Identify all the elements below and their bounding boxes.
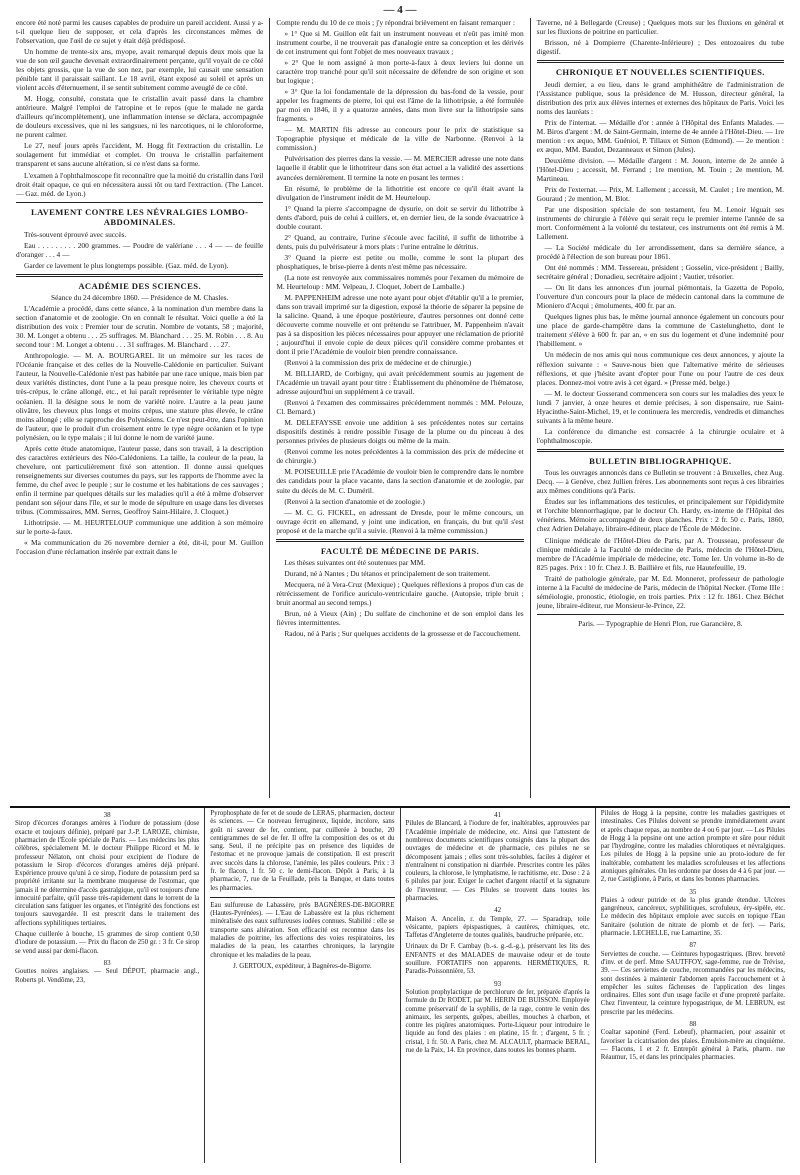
ad-text: Chaque cuillerée à bouche, 15 grammes de sirop contient 0,50 d'iodure de potassium. — Prix du flacon de 250 gr. : 3 fr. Ce sirop se vend aussi par demi-flacon. [15, 931, 200, 955]
divider [537, 60, 784, 63]
paragraph: Lithotripsie. — M. HEURTELOUP communique une addition à son mémoire sur le porte-à-faux. [16, 517, 264, 536]
paragraph: — On lit dans les annonces d'un journal piémontais, la Gazetta de Popolo, l'ouverture d'un concours pour la place de médecin cantonal dans la commune de Mioniero d'Acqui ; émoluments, 400 fr. par an. [536, 283, 784, 311]
paragraph: 3° Quand la pierre est petite ou molle, comme le sont la plupart des phosphatiques, le brise-pierre à dents n'est même pas nécessaire. [276, 252, 524, 271]
paragraph: Deuxième division. — Médaille d'argent : M. Jouon, interne de 2e année à l'Hôtel-Dieu ; accessit, M. Ferrand ; 1re mention, M. Touin ; 2e mention, M. Martineau. [536, 155, 784, 183]
paragraph: 1° Quand la pierre s'accompagne de dysurie, on doit se servir du lithotribe à dents d'abord, puis de celui à cuillers, et, en dernier lieu, de la sonde évacuatrice à double courant. [276, 203, 524, 231]
paragraph: Mecquera, né à Vera-Cruz (Mexique) ; Quelques réflexions à propos d'un cas de rétrécissement de l'orifice auriculo-ventriculaire gauche. (Autopsie, triple bruit ; bruit anormal au second temps.) [276, 580, 524, 608]
section-heading: CHRONIQUE ET NOUVELLES SCIENTIFIQUES. [555, 67, 765, 78]
advertisements [10, 806, 790, 1163]
paragraph: » 3° Que la loi fondamentale de la dépression du bas-fond de la vessie, pour appeler les fragments de pierre, loi qui est l'âme de la lithotripsie, a été formulée par moi en 1846, il y a quatorze années, dans mon livre sur la lithotripsie sans fragments. » [276, 87, 524, 124]
ad-number: 41 [494, 811, 502, 819]
middle-column [269, 18, 529, 798]
divider [210, 897, 394, 898]
paragraph: En résumé, le problème de la lithotritie est encore ce qu'il était avant la divulgation de l'instrument inédit de M. Heurteloup. [276, 183, 524, 202]
paragraph: Études sur les inflammations des testicules, et principalement sur l'épididymite et l'orchite blennorrhagique, par le docteur Ch. Hardy, ex-interne de l'Hôpital des vénériens. Mémoire accompagné de deux planches. Prix : 2 fr. 50 c. Paris, 1860, chez Adrien Delahaye, libraire-éditeur, place de l'École de Médecine. [536, 497, 784, 534]
ad-coaltar: Coaltar saponiné (Ferd. Lebeuf), pharmacien, pour assainir et favoriser la cicatrisation des plaies. Émulsion-mère au cinquième. — Flacons, 1 et 2 fr. Entrepôt général à Paris, pharm. rue Réaumur, 15, et dans les principales pharmacies. [600, 1029, 785, 1062]
section-heading: FACULTÉ DE MÉDECINE DE PARIS. [320, 545, 480, 556]
paragraph: encore été noté parmi les causes capables de produire un pareil accident. Aussi y a-t-il quelque lieu de supposer, et cela d'après les circonstances mêmes de l'observation, que l'œil de ce sujet y était déjà prédisposé. [16, 18, 264, 46]
paragraph: Brun, né à Vieux (Ain) ; Du sulfate de cinchonine et de son emploi dans les fièvres intermittentes. [276, 609, 524, 628]
paragraph: (Renvoi à la commission des prix de médecine et de chirurgie.) [284, 358, 472, 368]
paragraph: L'examen à l'ophthalmoscope fit reconnaître que la moitié du cristallin dans l'œil droit était opaque, ce qui en nécessitera aussi tôt ou tard l'extraction. (The Lancet. — Gaz. méd. de Lyon.) [16, 170, 264, 198]
ad-pyrophosphate: Pyrophosphate de fer et de soude de LERAS, pharmacien, docteur ès sciences. — Ce nouveau ferrugineux, liquide, incolore, sans goût ni saveur de fer, contient, par cuillerée à bouche, 20 centigrammes de sel de fer. Il offre la composition des os et du sang. Seul, il ne précipite pas en présence des liquides de l'estomac et ne provoque jamais de constipation. Il est prescrit avec succès dans la chlorose, l'anémie, les pâles couleurs. Prix : 3 fr. le flacon, 1 fr. 50 c. le demi-flacon. Dépôt à Paris, à la pharmacie, 7, rue de la Feuillade, près la Banque, et dans toutes les pharmacies. [210, 810, 395, 892]
ad-number: 87 [689, 941, 697, 950]
ad-labassere: Eau sulfureuse de Labassère, près BAGNÈRES-DE-BIGORRE (Hautes-Pyrénées). — L'Eau de Labassère est la plus richement minéralisée des eaux sulfureuses iodées connues. Stabilité : elle se transporte sans altération. Son efficacité est reconnue dans les maladies de poitrine, les affections des voies respiratoires, les maladies de la peau, les catarrhes chroniques, la laryngite chronique et les maladies de la peau. [210, 901, 395, 959]
paragraph: M. BILLIARD, de Corbigny, qui avait précédemment soumis au jugement de l'Académie un travail ayant pour titre : Établissement du phénomène de l'hématose, adresse aujourd'hui un supplément à ce travail. [276, 369, 524, 397]
paragraph: Jeudi dernier, a eu lieu, dans le grand amphithéâtre de l'administration de l'Assistance publique, sous la présidence de M. Husson, directeur général, la distribution des prix aux élèves internes et externes des hôpitaux de Paris. Voici les noms des lauréats : [536, 79, 784, 116]
paragraph: Pulvérisation des pierres dans la vessie. — M. MERCIER adresse une note dans laquelle il établit que le lithotriteur dans son état actuel a la validité des assertions avancées dernièrement. Il termine la note en posant les termes : [276, 154, 524, 182]
right-column [530, 18, 790, 798]
paragraph: M. DELEFAYSSE envoie une addition à ses précédentes notes sur certains dispositifs destinés à rendre possible l'usage de la plume ou du pinceau à des personnes privées de plusieurs doigts ou même de la main. [276, 418, 524, 446]
paragraph: Très-souvent éprouvé avec succès. [24, 229, 127, 239]
ad-serviettes: Serviettes de couche. — Ceintures hypogastriques. (Brev. breveté d'inv. et de perf. Mme SAUTFFOY, sage-femme, rue de Trévise, 39. — Ces serviettes de couche, recommandées par les médecins, sont destinées à maintenir l'abdomen après l'accouchement et à empêcher les suites fâcheuses de l'application des linges ordinaires. Elles sont d'un usage facile et d'une propreté parfaite. Chez l'inventeur, la ceinture hypogastrique, de M. LEBRUN, est prescrite par les médecins. [600, 950, 785, 1016]
divider [276, 539, 523, 542]
divider [16, 274, 263, 277]
paragraph: « Ma communication du 26 novembre dernier a été, dit-il, pour M. Guillon l'occasion d'une réclamation insérée par extrait dans le [16, 537, 264, 557]
paragraph: M. Hogg, consulté, constata que le cristallin avait passé dans la chambre antérieure. Malgré l'emploi de l'atropine et le repos (que le malade ne garda d'ailleurs qu'incomplètement), une inflammation intense se déclara, accompagnée de douleurs excessives, que ni les sangsues, ni les narcotiques, ni le chloroforme, ne purent calmer. [16, 94, 264, 140]
paragraph: Anthropologie. — M. A. BOURGAREL lit un mémoire sur les races de l'Océanie française et des celles de la Nouvelle-Calédonie en particulier. Suivant l'auteur, la Nouvelle-Calédonie n'est pas habitée par une race unique, mais bien par deux variétés distinctes, dont l'une a la peau presque noire, les cheveux courts et très-crépus, le crâne allongé, etc., et lui paraît représenter le véritable type nègre océanien. Il la désigne sous le nom de variété noire. L'autre a la peau jaune olivâtre, les cheveux plus longs et moins crépus, une stature plus élevée, le crâne moins allongé ; elle se rapproche des Polynésiens. Ce n'est peut-être, dans l'opinion de l'auteur, que le produit d'un croisement entre le type nègre océanien et le type polynésien, ou le type malais ; il lui donne le nom de variété jaune. [16, 351, 264, 442]
paragraph: (La note est renvoyée aux commissaires nommés pour l'examen du mémoire de M. Heurteloup : MM. Velpeau, J. Cloquet, Jobert de Lamballe.) [276, 272, 524, 291]
paragraph: » 2° Que le nom assigné à mon porte-à-faux à deux leviers lui donne un caractère trop tranché pour qu'il soit nécessaire de défendre de son origine et son but logique ; [276, 58, 524, 86]
paragraph: Prix de l'internat. — Médaille d'or : année à l'Hôpital des Enfants Malades. — M. Biros d'argent : M. de Saint-Germain, interne de 4e année à l'Hôtel-Dieu. — 1re mention : ex æquo, MM. Guénioi, P. Tillaux et Simon (Edmond). — 2e mention : ex æquo, MM. Baudot, Dezanneaux et Simon (Jules). [536, 117, 784, 154]
paragraph: Les thèses suivantes ont été soutenues par MM. [284, 558, 426, 568]
divider [16, 202, 263, 203]
paragraph: — M. MARTIN fils adresse au concours pour le prix de statistique sa Topographie physique et médicale de la ville de Narbonne. (Renvoi à la commission.) [276, 125, 524, 153]
ad-urinaux: Urinaux du Dr F. Cambay (b.-s. g.-d.-g.), préservant les lits des ENFANTS et des MALADES de mauvaise odeur et de toute souillure. FORTATIFS non apparents. HERMÉTIQUES, R. Paradis-Poissonnière, 53. [405, 943, 590, 976]
paragraph: Radou, né à Paris ; Sur quelques accidents de la grossesse et de l'accouchement. [284, 629, 521, 639]
page-number: — 4 — [383, 4, 417, 16]
paragraph: Compte rendu du 10 de ce mois ; j'y répondrai brièvement en faisant remarquer : [276, 18, 515, 27]
paragraph: — M. C. G. FICKEL, en adressant de Dresde, pour le même concours, un ouvrage écrit en allemand, y joint une indication, en français, du but qu'il s'est proposé et de la marche qu'il a suivie. (Renvoi à la même commission.) [276, 507, 524, 535]
divider [537, 614, 784, 615]
printer-line: Paris. — Typographie de Henri Plon, rue Garancière, 8. [578, 618, 743, 628]
ad-number: 83 [103, 958, 111, 967]
paragraph: M. PAPPENHEIM adresse une note ayant pour objet d'établir qu'il a le premier, dans son travail imprimé sur la digestion, exposé la théorie de séparer la pepsine de la salicine. Quand, à une époque postérieure, d'autres personnes ont donné cette découverte comme nouvelle et ont prétendu se l'attribuer, M. Pappenheim n'avait pas à sa disposition les pièces nécessaires pour appuyer une réclamation de priorité ; aujourd'hui il envoie copie de deux pièces qu'il considère comme probantes et dont il prie l'Académie de vouloir bien prendre connaissance. [276, 292, 524, 357]
paragraph: Durand, né à Nantes ; Du tétanos et principalement de son traitement. [284, 569, 491, 579]
paragraph: M. POISEUILLE prie l'Académie de vouloir bien le comprendre dans le nombre des candidats pour la place vacante, dans la section d'anatomie et de zoologie, par suite du décès de M. C. Duméril. [276, 467, 524, 495]
section-heading: BULLETIN BIBLIOGRAPHIQUE. [589, 455, 732, 466]
paragraph: Un homme de trente-six ans, myope, avait remarqué depuis deux mois que la vue de son œil gauche devenait extraordinairement perçante, qu'il voyait de ce côté les objets grossis, que la vue de son nez, par exemple, lui causait une sensation pénible tant il paraissait saillant. Le 18 avril, étant exposé au soleil et après un violent accès d'éternuement, il se sentit subitement comme aveuglé de ce côté. [16, 47, 264, 93]
paragraph: Brisson, né à Dompierre (Charente-Inférieure) ; Des entozoaires du tube digestif. [536, 38, 784, 57]
ad-column-4 [595, 808, 790, 1163]
ad-plaies: Plaies à odeur putride et de la plus grande étendue. Ulcères gangréneux, cancéreux, syphilitiques, scrofuleux, éry-sipèle, etc. Le médecin des hôpitaux emploie avec succès en topique l'Eau Sanitaire (solution de nitrate de plomb et de fer). — Paris, pharmacie. LECHELLE, rue Lamartine, 35. [600, 896, 785, 938]
paragraph: (Renvoi comme les notes précédentes à la commission des prix de médecine et de chirurgie.) [276, 447, 524, 466]
ad-laroze-sirop: Sirop d'écorces d'oranges amères à l'iodure de potassium (dose exacte et toujours définie), préparé par J.-P. LAROZE, chimiste, pharmacien de l'École spéciale de Paris. — Les médecins les plus célèbres, spécialement M. le docteur Philippe Ricord et M. le professeur Nélaton, ont choisi pour excipient de l'iodure de potassium le Sirop d'écorces d'oranges amères déjà préparé. Expérience prouve qu'uni à ce sirop, l'iodure de potassium perd sa propriété irritante sur la membrane muqueuse de l'estomac, que jamais il ne détermine d'accès gastralgique, qu'il est toujours d'une innocuité parfaite, qu'il passe très-rapidement dans le torrent de la circulation sans fatiguer les organes, et l'intégrité des fonctions est toujours sauvegardée. Il est prescrit dans le traitement des affections syphilitiques tertiaires. [15, 820, 200, 927]
ad-column-2 [204, 808, 399, 1163]
paragraph: Traité de pathologie générale, par M. Ed. Monneret, professeur de pathologie interne à la Faculté de médecine de Paris, médecin de l'hôpital Necker. (Tome IIIe : séméiologie, pronostic, étiologie, en trois parties. Prix : 12 fr. 1861. Chez Béchet jeune, libraire-éditeur, rue Monsieur-le-Prince, 22. [536, 573, 784, 610]
ad-number: 93 [494, 979, 502, 988]
paragraph: Un médecin de nos amis qui nous communique ces deux annonces, y ajoute la réflexion suivante : « Sauve-nous bien que l'alternative mérite de sérieuses réflexions, et que j'hésite avant d'opter pour l'une ou pour l'autre de ces deux places. Donnez-moi votre avis à cet égard. » (Presse méd. belge.) [536, 350, 784, 387]
paragraph: (Renvoi à l'examen des commissaires précédemment nommés : MM. Pelouze, Cl. Bernard.) [276, 398, 524, 417]
ad-number: 88 [689, 1019, 697, 1028]
ad-pilules-blancard: Pilules de Blancard, à l'iodure de fer, inaltérables, approuvées par l'Académie impériale de médecine, etc. Ainsi que l'attestent de nombreux documents scientifiques consignés dans la plupart des ouvrages de médecine et de pharmacie, ces pilules ne se décomposent jamais ; elles sont très-solubles, faciles à digérer et n'entraînent ni constipation ni diarrhée. Prescrites contre les pâles couleurs, la chlorose, le lymphatisme, le rachitisme, etc. Dose : 2 à 6 pilules par jour. Exiger le cachet d'argent réactif et la signature de l'inventeur. — Ces Pilules se trouvent dans toutes les pharmacies. [405, 820, 590, 902]
paragraph: Quelques lignes plus bas, le même journal annonce également un concours pour une place de garde-champêtre dans la commune de Castelunghetto, dont le traitement s'élève à 600 fr. par an, « en sus du logement et d'une indemnité pour l'habillement. » [536, 312, 784, 349]
paragraph: — M. le docteur Gosserand commencera son cours sur les maladies des yeux le lundi 7 janvier, à onze heures et demie précises, à son dispensaire, rue Saint-Hyacinthe-Saint-Michel, 19, et le continuera les mercredis, vendredis et dimanches suivants à la même heure. [536, 388, 784, 425]
paragraph: 2° Quand, au contraire, l'urine s'écoule avec facilité, il suffit de lithotribe à dents, puis du pulvérisateur à mors plats : l'urine entraîne le détritus. [276, 232, 524, 251]
ad-column-1 [10, 808, 204, 1163]
paragraph: Ont été nommés : MM. Tessereau, président ; Gosselin, vice-président ; Bailly, secrétaire général ; Donadieu, secrétaire adjoint ; Vautier, trésorier. [536, 263, 784, 282]
paragraph: L'Académie a procédé, dans cette séance, à la nomination d'un membre dans la section d'anatomie et de zoologie. On en connaît le résultat. Voici quelle a été la distribution des voix : Premier tour de scrutin. Nombre de votants, 58 ; majorité, 30. M. Longet a obtenu . . . 25 suffrages. M. Blanchard . . . 25. M. Robin . . . 8. Au second tour : M. Longet a obtenu . . . 31 suffrages. M. Blanchard . . . 27. [16, 304, 264, 350]
left-column [10, 18, 269, 798]
paragraph: Le 27, neuf jours après l'accident, M. Hogg fit l'extraction du cristallin. Le soulagement fut immédiat et complet. On trouva le cristallin parfaitement transparent et sans aucune altération, si ce n'est dans sa forme. [16, 141, 264, 169]
paragraph: Par une disposition spéciale de son testament, feu M. Lenoir léguait ses instruments de chirurgie à l'élève qui serait reçu le premier interne l'année de sa mort. Conformément à la volonté du testateur, ces instruments ont été remis à M. Lallement. [536, 205, 784, 242]
recipe: Eau . . . . . . . . . 200 grammes. — Poudre de valériane . . . 4 — — de feuille d'oranger . . . 4 — [16, 240, 264, 259]
ad-number: 35 [689, 887, 697, 896]
ad-maison-ancelin: Maison A. Ancelin, r. du Temple, 27. — Sparadrap, toile vésicante, papiers épispastiques, à cautères, chimiques, etc. Taffetas d'Angleterre de toutes qualités, baudruche préparée, etc. [405, 915, 590, 940]
paragraph: Après cette étude anatomique, l'auteur passe, dans son travail, à la description des caractères extérieurs des Néo-Calédoniens. La taille, la couleur de la peau, la chevelure, ont particulièrement fixé son attention. Il donne aussi quelques renseignements sur diverses coutumes du pays, sur les rapports de l'homme avec la femme, du chef avec le peuple ; sur le costume et les habitations de ces sauvages ; enfin il termine par quelques détails sur les maladies qu'il a été à même d'observer pendant son séjour dans l'île, et sur le mode de sépulture en usage dans les diverses tribus. (Commissaires, MM. Serres, Geoffroy Saint-Hilaire, J. Cloquet.) [16, 443, 264, 516]
paragraph: Taverne, né à Bellegarde (Creuse) ; Quelques mots sur les fluxions en général et sur les fluxions de poitrine en particulier. [536, 18, 784, 37]
ad-column-3 [400, 808, 595, 1163]
paragraph: Prix de l'externat. — Prix, M. Lallement ; accessit, M. Caulet ; 1re mention, M. Gouraud ; 2e mention, M. Blot. [536, 184, 784, 203]
paragraph: — La Société médicale du 1er arrondissement, dans sa dernière séance, a procédé à l'élection de son bureau pour 1861. [536, 243, 784, 262]
ad-signature: J. GERTOUX, expéditeur, à Bagnères-de-Bigorre. [233, 962, 372, 970]
ad-number: 42 [494, 906, 502, 915]
paragraph: Clinique médicale de l'Hôtel-Dieu de Paris, par A. Trousseau, professeur de clinique médicale à la Faculté de médecine de Paris, médecin de l'Hôtel-Dieu, membre de l'Académie impériale de médecine, etc. Tome Ier. Un volume in-8o de 825 pages. Prix : 10 fr. Chez J. B. Baillière et fils, rue Hautefeuille, 19. [536, 535, 784, 572]
ad-solution-prophylactique: Solution prophylactique de perchlorure de fer, préparée d'après la formule du Dr RODET, par M. HERIN DE BUISSON. Employée comme préservatif de la syphilis, de la rage, contre le venin des animaux, les serpents, guêpes, abeilles, mouches à charbon, et contre les piqûres anatomiques. Porte-Liqueur pour introduire le liquide au fond des plaies : en platine, 15 fr. ; d'argent, 5 fr. ; cristal, 1 fr. 50. A Paris, chez M. ALCAULT, pharmacie BERAL, rue de la Paix, 14. En province, dans toutes les bonnes pharm. [405, 988, 590, 1054]
ad-number: 38 [103, 811, 111, 819]
ad-gouttes-noires: Gouttes noires anglaises. — Seul DÉPOT, pharmacie angl., Roberts pl. Vendôme, 23, [15, 968, 200, 984]
divider [537, 449, 784, 452]
paragraph: » 1° Que si M. Guillon eût fait un instrument nouveau et n'eût pas imité mon instrument courbe, il ne trouverait pas d'analogie entre sa conception et les dérivés de cet instrument qui font l'objet de mes nouveaux travaux ; [276, 29, 524, 57]
section-heading: LAVEMENT CONTRE LES NÉVRALGIES LOMBO-ABDOMINALES. [30, 206, 249, 228]
paragraph: Garder ce lavement le plus longtemps possible. (Gaz. méd. de Lyon). [24, 260, 229, 270]
paragraph: La conférence du dimanche est consacrée à la chirurgie oculaire et à l'ophthalmoscopie. [536, 426, 784, 445]
ad-pilules-hogg: Pilules de Hogg à la pepsine, contre les maladies gastriques et intestinales. Ces Pilules doivent se prendre immédiatement avant et après chaque repas, au nombre de 4 ou 6 par jour. — Les Pilules de Hogg à la pepsine ont une action prompte et sûre pour réduit par l'hydrogène, contre les maladies chlorotiques et névralgiques. Les pilules de Hogg à la pepsine unie au proto-iodure de fer inaltérable, combattent les maladies scrofuleuses et les affections atoniques générales. On les ordonne par doses de 4 à 6 par jour. — 2, rue Castiglione, à Paris, et dans les bonnes pharmacies. [600, 810, 785, 884]
section-heading: ACADÉMIE DES SCIENCES. [78, 280, 202, 291]
session-line: Séance du 24 décembre 1860. — Présidence de M. Chasles. [51, 293, 229, 303]
paragraph: (Renvoi à la section d'anatomie et de zoologie.) [284, 496, 425, 506]
paragraph: Tous les ouvrages annoncés dans ce Bulletin se trouvent : à Bruxelles, chez Aug. Decq. — à Genève, chez Jullien frères. Les abonnements sont reçus à ces librairies aux mêmes conditions qu'à Paris. [536, 468, 784, 496]
article-columns [10, 18, 790, 798]
newspaper-page [10, 4, 790, 1165]
